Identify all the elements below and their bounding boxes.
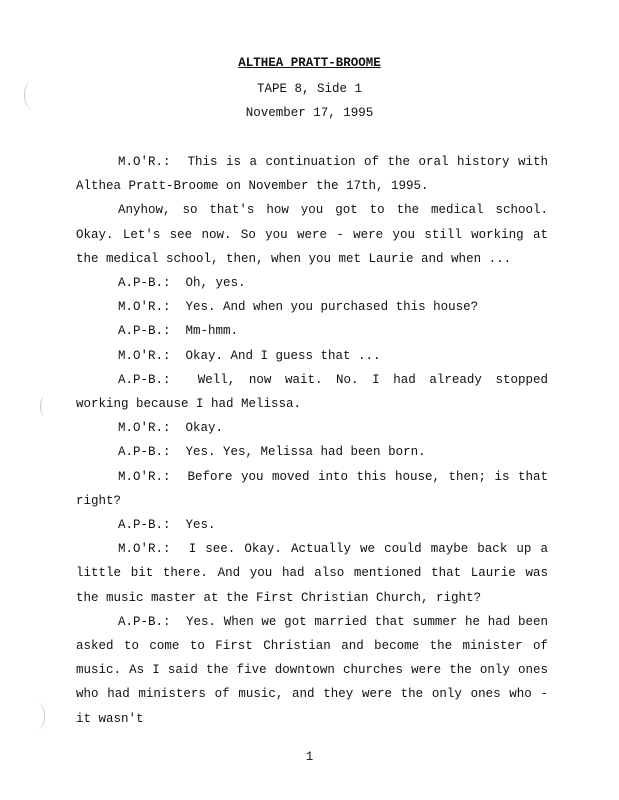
speaker-label: M.O'R.:	[118, 155, 171, 169]
speaker-label: A.P-B.:	[118, 614, 171, 629]
paragraph-text: This is a continuation of the oral history with Althea Pratt-Broome on November the 17th, 1995.	[76, 155, 548, 194]
paragraph-text: Okay. And I guess that ...	[185, 348, 381, 363]
paragraph-text: I see. Okay. Actually we could maybe back up a little bit there. And you had also mentioned that Laurie was the music master at the First Christian Church, right?	[76, 542, 548, 605]
transcript-paragraph	[76, 198, 548, 271]
transcript-paragraph	[76, 295, 548, 319]
paragraph-text: Yes. When we got married that summer he had been asked to come to First Christian and become the minister of music. As I said the five downtown churches were the only ones who had ministers of music, and they were the only ones who - it wasn't	[76, 614, 548, 726]
transcript-paragraph	[76, 368, 548, 416]
speaker-label: M.O'R.:	[118, 348, 171, 363]
punch-hole-bottom	[30, 702, 45, 730]
interview-date: November 17, 1995	[245, 106, 374, 120]
tape-label: TAPE 8, Side 1	[256, 82, 363, 96]
paragraph-text: Yes.	[185, 518, 216, 533]
speaker-label: A.P-B.:	[118, 518, 171, 533]
paragraph-text: Well, now wait. No. I had already stopped working because I had Melissa.	[76, 372, 548, 412]
paragraph-text: Yes. Yes, Melissa had been born.	[185, 445, 426, 460]
paragraph-text: Yes. And when you purchased this house?	[185, 300, 479, 315]
transcript-paragraph	[76, 271, 548, 295]
paragraph-text: Oh, yes.	[185, 276, 246, 291]
speaker-label: A.P-B.:	[118, 324, 171, 339]
paragraph-text: Anyhow, so that's how you got to the medical school. Okay. Let's see now. So you were - were you still working at the medical school, then, when you met Laurie and when ...	[76, 203, 548, 266]
transcript-paragraph	[76, 319, 548, 343]
page-number: 1	[305, 750, 314, 764]
speaker-label: M.O'R.:	[118, 421, 171, 436]
speaker-label: M.O'R.:	[118, 542, 171, 557]
transcript-paragraph	[76, 465, 548, 513]
transcript-title: ALTHEA PRATT-BROOME	[238, 56, 381, 70]
transcript-paragraph	[76, 610, 548, 731]
paragraph-text: Before you moved into this house, then; is that right?	[76, 469, 548, 508]
speaker-label: A.P-B.:	[118, 445, 171, 460]
transcript-paragraph	[76, 440, 548, 464]
speaker-label: M.O'R.:	[118, 300, 171, 315]
transcript-paragraph	[76, 416, 548, 440]
speaker-label: A.P-B.:	[118, 276, 171, 291]
paragraph-text: Okay.	[185, 421, 224, 436]
paragraph-text: Mm-hmm.	[185, 324, 239, 339]
punch-hole-middle	[40, 396, 49, 416]
speaker-label: M.O'R.:	[118, 469, 171, 484]
speaker-label: A.P-B.:	[118, 372, 171, 387]
transcript-paragraph	[76, 513, 548, 537]
transcript-body	[76, 150, 548, 731]
transcript-paragraph	[76, 537, 548, 610]
transcript-paragraph	[76, 344, 548, 368]
transcript-paragraph	[76, 150, 548, 198]
